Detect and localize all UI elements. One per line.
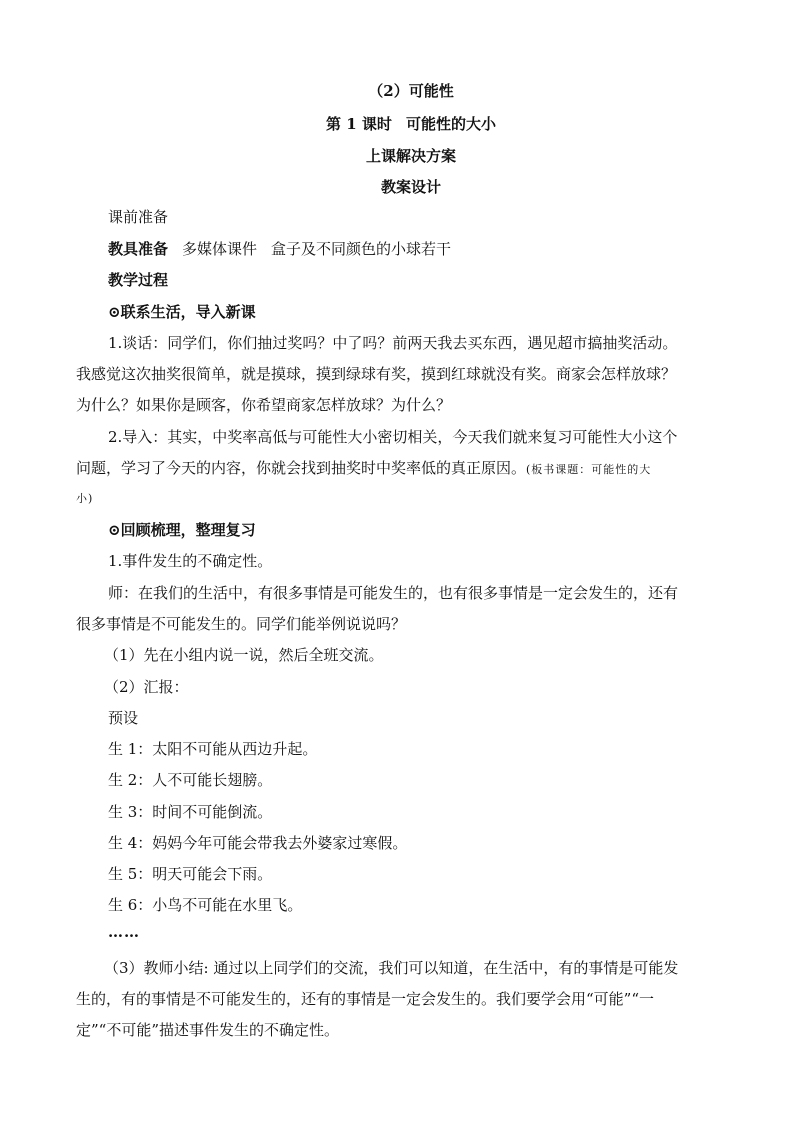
summary-line-3: 定”“不可能”描述事件发生的不确定性。 xyxy=(76,1021,340,1039)
lesson-title xyxy=(0,114,794,134)
paragraph-2-text: 问题，学习了今天的内容，你就会找到抽奖时中奖率低的真正原因。 xyxy=(76,459,527,477)
student-answer-6: 生 6：小鸟不可能在水里飞。 xyxy=(108,896,303,914)
paragraph-1-line-1: 1.谈话：同学们，你们抽过奖吗？中了吗？前两天我去买东西，遇见超市搞抽奖活动。 xyxy=(108,334,678,352)
student-answer-3: 生 3：时间不可能倒流。 xyxy=(108,803,273,821)
tools-line xyxy=(108,239,451,259)
summary-line-1: （3）教师小结: 通过以上同学们的交流，我们可以知道，在生活中，有的事情是可能发 xyxy=(104,959,679,977)
board-note: (板书课题：可能性的大 xyxy=(526,463,652,476)
paragraph-2-line-3: 小) xyxy=(76,492,94,505)
teacher-line-2: 很多事情是不可能发生的。同学们能举例说说吗？ xyxy=(76,615,407,633)
step1-title: ⊙联系生活，导入新课 xyxy=(108,303,256,321)
tools-item-1: 多媒体课件 xyxy=(182,240,258,258)
paragraph-2-line-2 xyxy=(76,458,651,480)
paragraph-2-line-1: 2.导入：其实，中奖率高低与可能性大小密切相关，今天我们就来复习可能性大小这个 xyxy=(108,428,678,446)
sub-item-2: （2）汇报： xyxy=(104,678,189,696)
preset-label: 预设 xyxy=(108,709,139,727)
step2-title: ⊙回顾梳理，整理复习 xyxy=(108,521,256,539)
paragraph-1-line-2: 我感觉这次抽奖很简单，就是摸球，摸到绿球有奖，摸到红球就没有奖。商家会怎样放球？ xyxy=(76,365,677,383)
paragraph-1-line-3: 为什么？如果你是顾客，你希望商家怎样放球？为什么？ xyxy=(76,396,452,414)
process-heading: 教学过程 xyxy=(108,271,169,289)
teacher-line-1: 师：在我们的生活中，有很多事情是可能发生的，也有很多事情是一定会发生的，还有 xyxy=(108,584,679,602)
lesson-number: 第 1 课时 xyxy=(326,115,392,133)
student-answer-2: 生 2：人不可能长翅膀。 xyxy=(108,771,273,789)
tools-item-2: 盒子及不同颜色的小球若干 xyxy=(271,240,452,258)
student-answer-4: 生 4：妈妈今年可能会带我去外婆家过寒假。 xyxy=(108,834,408,852)
student-answer-1: 生 1：太阳不可能从西边升起。 xyxy=(108,740,318,758)
section-title: （2）可能性 xyxy=(368,82,454,100)
ellipsis: …… xyxy=(108,923,140,941)
design-title: 教案设计 xyxy=(380,178,441,196)
subsection-1: 1.事件发生的不确定性。 xyxy=(108,552,273,570)
sub-item-1: （1）先在小组内说一说，然后全班交流。 xyxy=(104,646,384,664)
student-answer-5: 生 5：明天可能会下雨。 xyxy=(108,865,273,883)
tools-label: 教具准备 xyxy=(108,240,169,258)
lesson-topic: 可能性的大小 xyxy=(405,115,496,133)
summary-line-2: 生的，有的事情是不可能发生的，还有的事情是一定会发生的。我们要学会用“可能”“一 xyxy=(76,990,655,1008)
prep-heading: 课前准备 xyxy=(108,208,169,226)
plan-title: 上课解决方案 xyxy=(365,147,456,165)
